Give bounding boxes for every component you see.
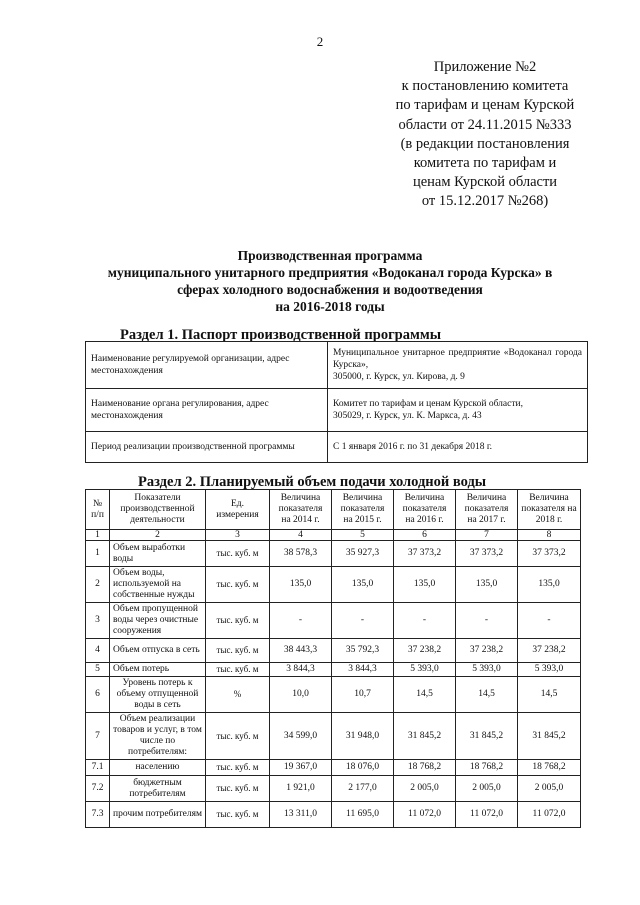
passport-label: Наименование органа регулирования, адрес местонахождения: [86, 389, 328, 432]
value-2017: 135,0: [456, 567, 518, 603]
value-2017: 2 005,0: [456, 776, 518, 802]
passport-value-line: 305029, г. Курск, ул. К. Маркса, д. 43: [333, 411, 482, 421]
value-2016: 37 373,2: [394, 541, 456, 567]
value-2014: 135,0: [270, 567, 332, 603]
passport-value-line: С 1 января 2016 г. по 31 декабря 2018 г.: [333, 442, 493, 452]
row-unit: тыс. куб. м: [206, 760, 270, 776]
value-2016: 37 238,2: [394, 639, 456, 663]
row-number: 3: [86, 603, 110, 639]
row-number: 2: [86, 567, 110, 603]
value-2014: 1 921,0: [270, 776, 332, 802]
value-2017: 37 238,2: [456, 639, 518, 663]
section2-heading: Раздел 2. Планируемый объем подачи холодной воды: [138, 474, 487, 490]
passport-value: [328, 389, 588, 432]
row-indicator: Объем воды, используемой на собственные нужды: [110, 567, 206, 603]
value-2015: 10,7: [332, 677, 394, 713]
row-indicator: населению: [110, 760, 206, 776]
header-cell: Ед. измерения: [206, 490, 270, 530]
passport-value: [328, 342, 588, 389]
table-row: [86, 567, 581, 603]
row-unit: тыс. куб. м: [206, 567, 270, 603]
value-2017: 31 845,2: [456, 713, 518, 760]
appendix-line: (в редакции постановления: [400, 135, 570, 152]
appendix-line: от 15.12.2017 №268): [421, 193, 549, 210]
passport-value: [328, 432, 588, 463]
header-cell: Показатели производственной деятельности: [110, 490, 206, 530]
value-2014: 3 844,3: [270, 663, 332, 677]
passport-label: Период реализации производственной программы: [86, 432, 328, 463]
row-number: 6: [86, 677, 110, 713]
header-cell: Величина показателя на 2015 г.: [332, 490, 394, 530]
value-2016: 5 393,0: [394, 663, 456, 677]
value-2018: 37 373,2: [518, 541, 581, 567]
row-indicator: Уровень потерь к объему отпущенной воды в сеть: [110, 677, 206, 713]
section1-heading: Раздел 1. Паспорт производственной программы: [120, 327, 442, 343]
appendix-line: области от 24.11.2015 №333: [398, 116, 572, 133]
page-number: 2: [316, 34, 324, 49]
passport-row: [86, 342, 588, 389]
passport-table: [85, 341, 588, 463]
table-row: [86, 713, 581, 760]
header-cell: Величина показателя на 2017 г.: [456, 490, 518, 530]
value-2016: -: [394, 603, 456, 639]
value-2017: 14,5: [456, 677, 518, 713]
appendix-note: [360, 58, 610, 212]
table-row: [86, 603, 581, 639]
row-unit: тыс. куб. м: [206, 603, 270, 639]
value-2016: 14,5: [394, 677, 456, 713]
row-unit: тыс. куб. м: [206, 713, 270, 760]
document-title: [70, 247, 590, 315]
appendix-line: ценам Курской области: [412, 174, 558, 191]
value-2018: 18 768,2: [518, 760, 581, 776]
value-2016: 135,0: [394, 567, 456, 603]
value-2014: -: [270, 603, 332, 639]
value-2018: 37 238,2: [518, 639, 581, 663]
passport-value-line: Муниципальное унитарное предприятие «Водоканал города Курска»,: [333, 348, 582, 370]
table-row: [86, 677, 581, 713]
header-cell: № п/п: [86, 490, 110, 530]
value-2015: 18 076,0: [332, 760, 394, 776]
table-row: [86, 663, 581, 677]
row-unit: тыс. куб. м: [206, 663, 270, 677]
row-number: 7.2: [86, 776, 110, 802]
value-2018: 2 005,0: [518, 776, 581, 802]
row-indicator: бюджетным потребителям: [110, 776, 206, 802]
title-line: муниципального унитарного предприятия «Водоканал города Курска» в: [107, 265, 553, 280]
water-volume-table: [85, 489, 581, 828]
column-index: 7: [456, 530, 518, 541]
header-cell: Величина показателя на 2016 г.: [394, 490, 456, 530]
title-line: сферах холодного водоснабжения и водоотведения: [177, 282, 483, 297]
value-2015: 35 927,3: [332, 541, 394, 567]
appendix-line: Приложение №2: [433, 59, 537, 75]
value-2017: 11 072,0: [456, 802, 518, 828]
value-2018: 31 845,2: [518, 713, 581, 760]
value-2015: 11 695,0: [332, 802, 394, 828]
value-2018: 135,0: [518, 567, 581, 603]
row-number: 1: [86, 541, 110, 567]
value-2017: -: [456, 603, 518, 639]
table-row: [86, 760, 581, 776]
header-cell: Величина показателя на 2014 г.: [270, 490, 332, 530]
row-number: 7: [86, 713, 110, 760]
title-line: на 2016-2018 годы: [275, 299, 385, 314]
value-2015: 35 792,3: [332, 639, 394, 663]
value-2018: -: [518, 603, 581, 639]
value-2014: 34 599,0: [270, 713, 332, 760]
value-2014: 13 311,0: [270, 802, 332, 828]
column-index: 8: [518, 530, 581, 541]
value-2014: 19 367,0: [270, 760, 332, 776]
row-unit: тыс. куб. м: [206, 776, 270, 802]
passport-value-line: Комитет по тарифам и ценам Курской области,: [333, 399, 523, 409]
value-2014: 38 443,3: [270, 639, 332, 663]
row-indicator: Объем выработки воды: [110, 541, 206, 567]
value-2015: 135,0: [332, 567, 394, 603]
row-unit: тыс. куб. м: [206, 639, 270, 663]
column-index: 5: [332, 530, 394, 541]
value-2016: 2 005,0: [394, 776, 456, 802]
passport-label: Наименование регулируемой организации, адрес местонахождения: [86, 342, 328, 389]
row-number: 5: [86, 663, 110, 677]
value-2015: 3 844,3: [332, 663, 394, 677]
row-unit: тыс. куб. м: [206, 802, 270, 828]
row-indicator: Объем потерь: [110, 663, 206, 677]
row-indicator: прочим потребителям: [110, 802, 206, 828]
value-2016: 31 845,2: [394, 713, 456, 760]
table-row: [86, 639, 581, 663]
value-2014: 10,0: [270, 677, 332, 713]
row-unit: тыс. куб. м: [206, 541, 270, 567]
table-header-row: [86, 490, 581, 530]
value-2018: 11 072,0: [518, 802, 581, 828]
row-number: 4: [86, 639, 110, 663]
appendix-line: по тарифам и ценам Курской: [395, 97, 575, 114]
value-2016: 11 072,0: [394, 802, 456, 828]
table-row: [86, 776, 581, 802]
column-index: 1: [86, 530, 110, 541]
row-indicator: Объем пропущенной воды через очистные сооружения: [110, 603, 206, 639]
table-row: [86, 802, 581, 828]
header-cell: Величина показателя на 2018 г.: [518, 490, 581, 530]
row-unit: %: [206, 677, 270, 713]
column-index: 6: [394, 530, 456, 541]
value-2014: 38 578,3: [270, 541, 332, 567]
row-number: 7.1: [86, 760, 110, 776]
column-index: 2: [110, 530, 206, 541]
value-2018: 14,5: [518, 677, 581, 713]
value-2015: -: [332, 603, 394, 639]
appendix-line: к постановлению комитета: [401, 78, 569, 95]
passport-row: [86, 432, 588, 463]
appendix-line: комитета по тарифам и: [413, 155, 557, 172]
value-2017: 18 768,2: [456, 760, 518, 776]
value-2015: 31 948,0: [332, 713, 394, 760]
value-2017: 5 393,0: [456, 663, 518, 677]
value-2017: 37 373,2: [456, 541, 518, 567]
column-index: 3: [206, 530, 270, 541]
passport-row: [86, 389, 588, 432]
title-line: Производственная программа: [237, 248, 423, 263]
column-index-row: [86, 530, 581, 541]
column-index: 4: [270, 530, 332, 541]
passport-value-line: 305000, г. Курск, ул. Кирова, д. 9: [333, 372, 465, 382]
value-2018: 5 393,0: [518, 663, 581, 677]
value-2016: 18 768,2: [394, 760, 456, 776]
value-2015: 2 177,0: [332, 776, 394, 802]
table-row: [86, 541, 581, 567]
row-number: 7.3: [86, 802, 110, 828]
row-indicator: Объем реализации товаров и услуг, в том числе по потребителям:: [110, 713, 206, 760]
row-indicator: Объем отпуска в сеть: [110, 639, 206, 663]
